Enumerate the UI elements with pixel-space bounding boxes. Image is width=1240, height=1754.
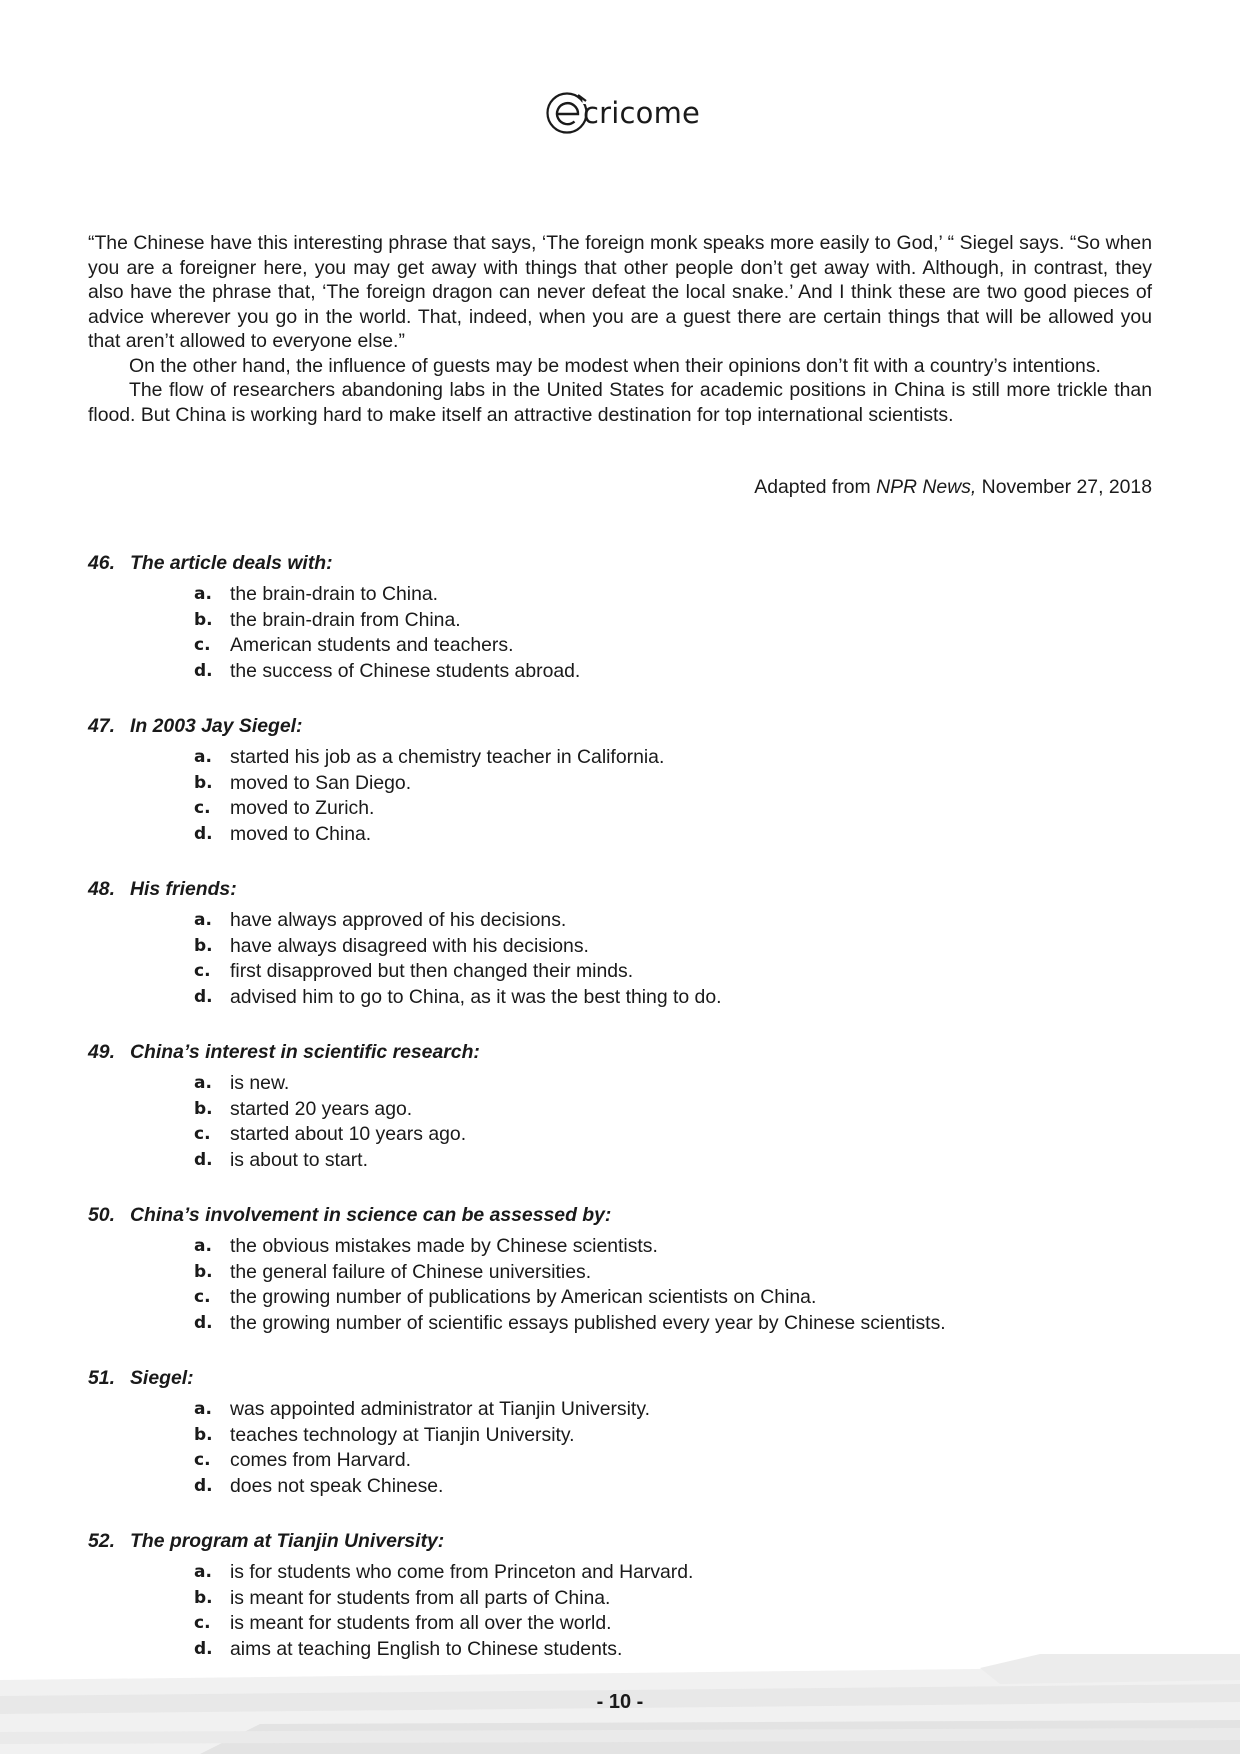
- option-c: [88, 796, 1152, 822]
- option-b: [88, 608, 1152, 634]
- option-text: was appointed administrator at Tianjin University.: [230, 1398, 650, 1420]
- option-text: comes from Harvard.: [230, 1449, 412, 1471]
- option-letter: a.: [194, 1399, 212, 1419]
- option-d: [88, 985, 1152, 1011]
- option-text: moved to Zurich.: [230, 797, 375, 819]
- option-letter: d.: [194, 1312, 213, 1333]
- option-b: [88, 1423, 1152, 1449]
- option-text: started 20 years ago.: [230, 1097, 413, 1120]
- option-c: [88, 1285, 1152, 1311]
- option-text: teaches technology at Tianjin University.: [230, 1423, 575, 1446]
- option-text: the growing number of publications by American scientists on China.: [230, 1286, 817, 1308]
- option-a: [88, 1071, 1152, 1097]
- option-text: American students and teachers.: [230, 634, 514, 656]
- question-heading: [88, 551, 1152, 577]
- option-letter: b.: [194, 1587, 213, 1608]
- option-list: [88, 1234, 1152, 1336]
- option-a: [88, 1560, 1152, 1586]
- option-list: [88, 1397, 1152, 1499]
- option-d: [88, 659, 1152, 685]
- option-letter: c.: [194, 1450, 211, 1470]
- option-letter: a.: [194, 584, 212, 604]
- option-text: started his job as a chemistry teacher in California.: [230, 746, 665, 768]
- option-letter: a.: [194, 1236, 212, 1256]
- question-49: [88, 1040, 1152, 1173]
- logo-text: cricome: [583, 96, 701, 130]
- option-a: [88, 908, 1152, 934]
- question-number: 50.: [88, 1204, 115, 1226]
- option-letter: a.: [194, 747, 212, 767]
- option-c: [88, 1122, 1152, 1148]
- option-text: the brain-drain from China.: [230, 608, 461, 631]
- option-letter: d.: [194, 1638, 213, 1659]
- option-a: [88, 1234, 1152, 1260]
- question-number: 46.: [88, 552, 115, 574]
- ecricome-logo: [545, 88, 700, 138]
- option-text: the general failure of Chinese universities.: [230, 1260, 592, 1283]
- option-letter: c.: [194, 961, 211, 981]
- article-paragraph: On the other hand, the influence of guests may be modest when their opinions don’t fit with a country’s intentions.: [129, 354, 1101, 377]
- option-text: is meant for students from all over the world.: [230, 1612, 612, 1634]
- option-text: aims at teaching English to Chinese students.: [230, 1637, 623, 1660]
- option-list: [88, 908, 1152, 1010]
- option-letter: b.: [194, 1098, 213, 1119]
- option-letter: b.: [194, 1424, 213, 1445]
- option-letter: c.: [194, 635, 211, 655]
- option-letter: b.: [194, 1261, 213, 1282]
- option-c: [88, 633, 1152, 659]
- option-letter: c.: [194, 1287, 211, 1307]
- option-text: does not speak Chinese.: [230, 1474, 444, 1497]
- option-c: [88, 1448, 1152, 1474]
- option-b: [88, 1260, 1152, 1286]
- option-list: [88, 745, 1152, 847]
- question-51: [88, 1366, 1152, 1499]
- option-text: is meant for students from all parts of China.: [230, 1586, 611, 1609]
- question-number: 49.: [88, 1041, 115, 1063]
- option-text: the brain-drain to China.: [230, 583, 439, 605]
- page-number: - 10 -: [596, 1691, 644, 1713]
- question-number: 51.: [88, 1367, 115, 1389]
- question-heading: [88, 1366, 1152, 1392]
- article-paragraph: “The Chinese have this interesting phrase that says, ‘The foreign monk speaks more easily to God,’ “ Siegel says. “So when you are a foreigner here, you may get away with things that other people don’t get away with. Although, in contrast, they also have the phrase that, ‘The foreign dragon can never defeat the local snake.’ And I think these are two good pieces of advice wherever you go in the world. That, indeed, when you are a guest there are certain things that will be allowed you that aren’t allowed to everyone else.”: [88, 232, 1152, 352]
- source-prefix: Adapted from: [754, 476, 877, 498]
- option-letter: d.: [194, 823, 213, 844]
- question-list: [88, 551, 1152, 1692]
- question-prompt: China’s involvement in science can be assessed by:: [130, 1204, 612, 1226]
- question-heading: [88, 1529, 1152, 1555]
- option-text: the success of Chinese students abroad.: [230, 659, 581, 682]
- article-body: [88, 231, 1152, 427]
- question-50: [88, 1203, 1152, 1336]
- option-text: the growing number of scientific essays published every year by Chinese scientists.: [230, 1311, 946, 1334]
- option-c: [88, 1611, 1152, 1637]
- option-text: advised him to go to China, as it was the best thing to do.: [230, 985, 722, 1008]
- option-letter: c.: [194, 798, 211, 818]
- option-letter: d.: [194, 986, 213, 1007]
- option-a: [88, 582, 1152, 608]
- option-text: is about to start.: [230, 1148, 368, 1171]
- option-a: [88, 745, 1152, 771]
- question-prompt: China’s interest in scientific research:: [130, 1041, 480, 1063]
- option-d: [88, 822, 1152, 848]
- question-heading: [88, 1203, 1152, 1229]
- option-letter: a.: [194, 910, 212, 930]
- option-letter: b.: [194, 935, 213, 956]
- question-heading: [88, 877, 1152, 903]
- source-date: November 27, 2018: [976, 476, 1152, 498]
- question-prompt: Siegel:: [130, 1367, 194, 1389]
- option-d: [88, 1148, 1152, 1174]
- option-b: [88, 771, 1152, 797]
- option-letter: d.: [194, 1475, 213, 1496]
- option-letter: d.: [194, 1149, 213, 1170]
- option-text: is for students who come from Princeton and Harvard.: [230, 1561, 694, 1583]
- option-text: have always approved of his decisions.: [230, 909, 567, 931]
- option-c: [88, 959, 1152, 985]
- question-heading: [88, 714, 1152, 740]
- article-source: [88, 475, 1152, 499]
- option-text: started about 10 years ago.: [230, 1123, 467, 1145]
- option-list: [88, 1071, 1152, 1173]
- option-text: moved to China.: [230, 822, 372, 845]
- option-letter: a.: [194, 1073, 212, 1093]
- option-d: [88, 1311, 1152, 1337]
- option-letter: d.: [194, 660, 213, 681]
- question-prompt: His friends:: [130, 878, 237, 900]
- option-letter: b.: [194, 609, 213, 630]
- option-letter: a.: [194, 1562, 212, 1582]
- option-b: [88, 1586, 1152, 1612]
- question-prompt: The article deals with:: [130, 552, 333, 574]
- option-list: [88, 582, 1152, 684]
- question-number: 47.: [88, 715, 115, 737]
- option-text: moved to San Diego.: [230, 771, 412, 794]
- option-letter: c.: [194, 1613, 211, 1633]
- option-text: first disapproved but then changed their minds.: [230, 960, 634, 982]
- question-prompt: In 2003 Jay Siegel:: [130, 715, 303, 737]
- question-47: [88, 714, 1152, 847]
- option-a: [88, 1397, 1152, 1423]
- option-letter: c.: [194, 1124, 211, 1144]
- question-prompt: The program at Tianjin University:: [130, 1530, 445, 1552]
- option-b: [88, 934, 1152, 960]
- question-46: [88, 551, 1152, 684]
- option-text: is new.: [230, 1072, 290, 1094]
- question-heading: [88, 1040, 1152, 1066]
- option-text: the obvious mistakes made by Chinese scientists.: [230, 1235, 658, 1257]
- option-b: [88, 1097, 1152, 1123]
- option-d: [88, 1474, 1152, 1500]
- article-paragraph: The flow of researchers abandoning labs in the United States for academic positions in China is still more trickle than flood. But China is working hard to make itself an attractive destination for top international scientists.: [88, 379, 1152, 426]
- question-48: [88, 877, 1152, 1010]
- option-letter: b.: [194, 772, 213, 793]
- question-number: 52.: [88, 1530, 115, 1552]
- source-publication: NPR News,: [876, 476, 977, 498]
- option-text: have always disagreed with his decisions.: [230, 934, 589, 957]
- question-number: 48.: [88, 878, 115, 900]
